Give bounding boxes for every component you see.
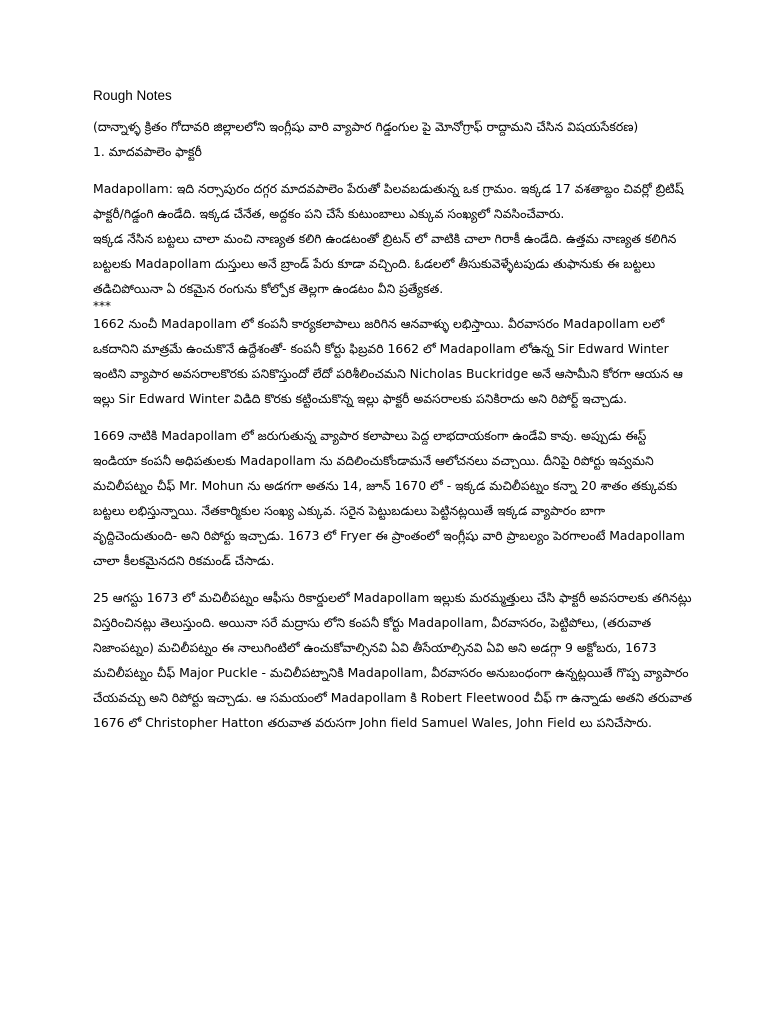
cloth-quality-paragraph: ఇక్కడ నేసిన బట్టలు చాలా మంచి నాణ్యత కలిగి ఉండటంతో బ్రిటన్ లో వాటికి చాలా గిరాకీ ఉండేది. ఉత్తమ నాణ్యత కలిగిన బట్టలకు Madapollam దుస్తులు అనే బ్రాండ్ పేరు కూడా వచ్చింది. ఓడలలో తీసుకువెళ్ళేటపుడు తుఫానుకు ఈ బట్టలు తడిచిపోయినా ఏ రకమైన రంగును కోల్పోక తెల్లగా ఉండటం వీని ప్రత్యేకత.: [93, 231, 677, 296]
intro-paragraph: (దాన్నాళ్ళ క్రితం గోదావరి జిల్లాలలోని ఇంగ్లీషు వారి వ్యాపార గిడ్డంగుల పై మోనోగ్రాఫ్ రాద్దామని చేసిన విషయసేకరణ): [93, 119, 639, 134]
paragraph-1669: 1669 నాటికి Madapollam లో జరుగుతున్న వ్యాపార కలాపాలు పెద్ద లాభదాయకంగా ఉండేవి కావు. అప్పుడు ఈస్ట్ ఇండియా కంపనీ అధిపతులకు Madapollam ను వదిలించుకోండామనే ఆలోచనలు వచ్చాయి. దీనిపై రిపోర్టు ఇవ్వమని మచిలీపట్నం చీఫ్ Mr. Mohun ను అడగగా అతను 14, జూన్ 1670 లో - ఇక్కడ మచిలీపట్నం కన్నా 20 శాతం తక్కువకు బట్టలు లభిస్తున్నాయి. నేతకార్మికుల సంఖ్య ఎక్కువ. సరైన పెట్టుబడులు పెట్టినట్లయితే ఇక్కడ వ్యాపారం బాగా వృద్దిచెందుతుంది- అని రిపోర్టు ఇచ్చాడు. 1673 లో Fryer ఈ ప్రాంతంలో ఇంగ్లీషు వారి ప్రాబల్యం పెరగాలంటే Madapollam చాలా కీలకమైనదని రికమండ్ చేసాడు.: [93, 428, 685, 568]
document-title: Rough Notes: [93, 88, 172, 103]
madapollam-intro-paragraph: Madapollam: ఇది నర్సాపురం దగ్గర మాదవపాలెం పేరుతో పిలవబడుతున్న ఒక గ్రామం. ఇక్కడ 17 వశతాబ్దం చివర్లో బ్రిటిష్ ఫాక్టరీ/గిడ్డంగి ఉండేది. ఇక్కడ చేనేత, అద్దకం పని చేసే కుటుంబాలు ఎక్కువ సంఖ్యలో నివసించేవారు.: [93, 181, 684, 221]
spacer: [93, 573, 693, 585]
section-heading: 1. మాదవపాలెం ఫాక్టరీ: [93, 144, 202, 159]
spacer: [93, 411, 693, 423]
spacer: [93, 164, 693, 176]
separator: ***: [93, 299, 111, 313]
document-body: [93, 86, 693, 735]
paragraph-1673: 25 ఆగస్టు 1673 లో మచిలీపట్నం ఆఫీసు రికార్డులలో Madapollam ఇల్లుకు మరమ్మత్తులు చేసి ఫాక్టరీ అవసరాలకు తగినట్లు విస్తరించినట్లు తెలుస్తుంది. అయినా సరే మద్రాసు లోని కంపనీ కోర్టు Madapollam, వీరవాసరం, పెట్టిపోలు, (తరువాత నిజాంపట్నం) మచిలీపట్నం ఈ నాలుగింటిలో ఉంచుకోవాల్సినవి ఏవి తీసేయాల్సినవి ఏవి అని అడగ్గా 9 అక్టోబరు, 1673 మచిలీపట్నం చీఫ్ Major Puckle - మచిలీపట్నానికి Madapollam, వీరవాసరం అనుబంధంగా ఉన్నట్లయితే గొప్ప వ్యాపారం చేయవచ్చు అని రిపోర్టు ఇచ్చాడు. ఆ సమయంలో Madapollam కి Robert Fleetwood చీఫ్ గా ఉన్నాడు అతని తరువాత 1676 లో Christopher Hatton తరువాత వరుసగా John field Samuel Wales, John Field లు పనిచేసారు.: [93, 590, 692, 730]
paragraph-1662: 1662 నుంచీ Madapollam లో కంపనీ కార్యకలాపాలు జరిగిన ఆనవాళ్ళు లభిస్తాయి. వీరవాసరం Madapollam లలో ఒకదానిని మాత్రమే ఉంచుకొనే ఉద్దేశంతో- కంపనీ కోర్టు ఫిబ్రవరి 1662 లో Madapollam లోఉన్న Sir Edward Winter ఇంటిని వ్యాపార అవసరాలకొరకు పనికొస్తుందో లేదో పరిశీలించమని Nicholas Buckridge అనే ఆసామీని కోరగా ఆయన ఆ ఇల్లు Sir Edward Winter విడిది కొరకు కట్టించుకొన్న ఇల్లు ఫాక్టరీ అవసరాలకు పనికిరాదు అని రిపోర్ట్ ఇచ్చాడు.: [93, 316, 683, 406]
